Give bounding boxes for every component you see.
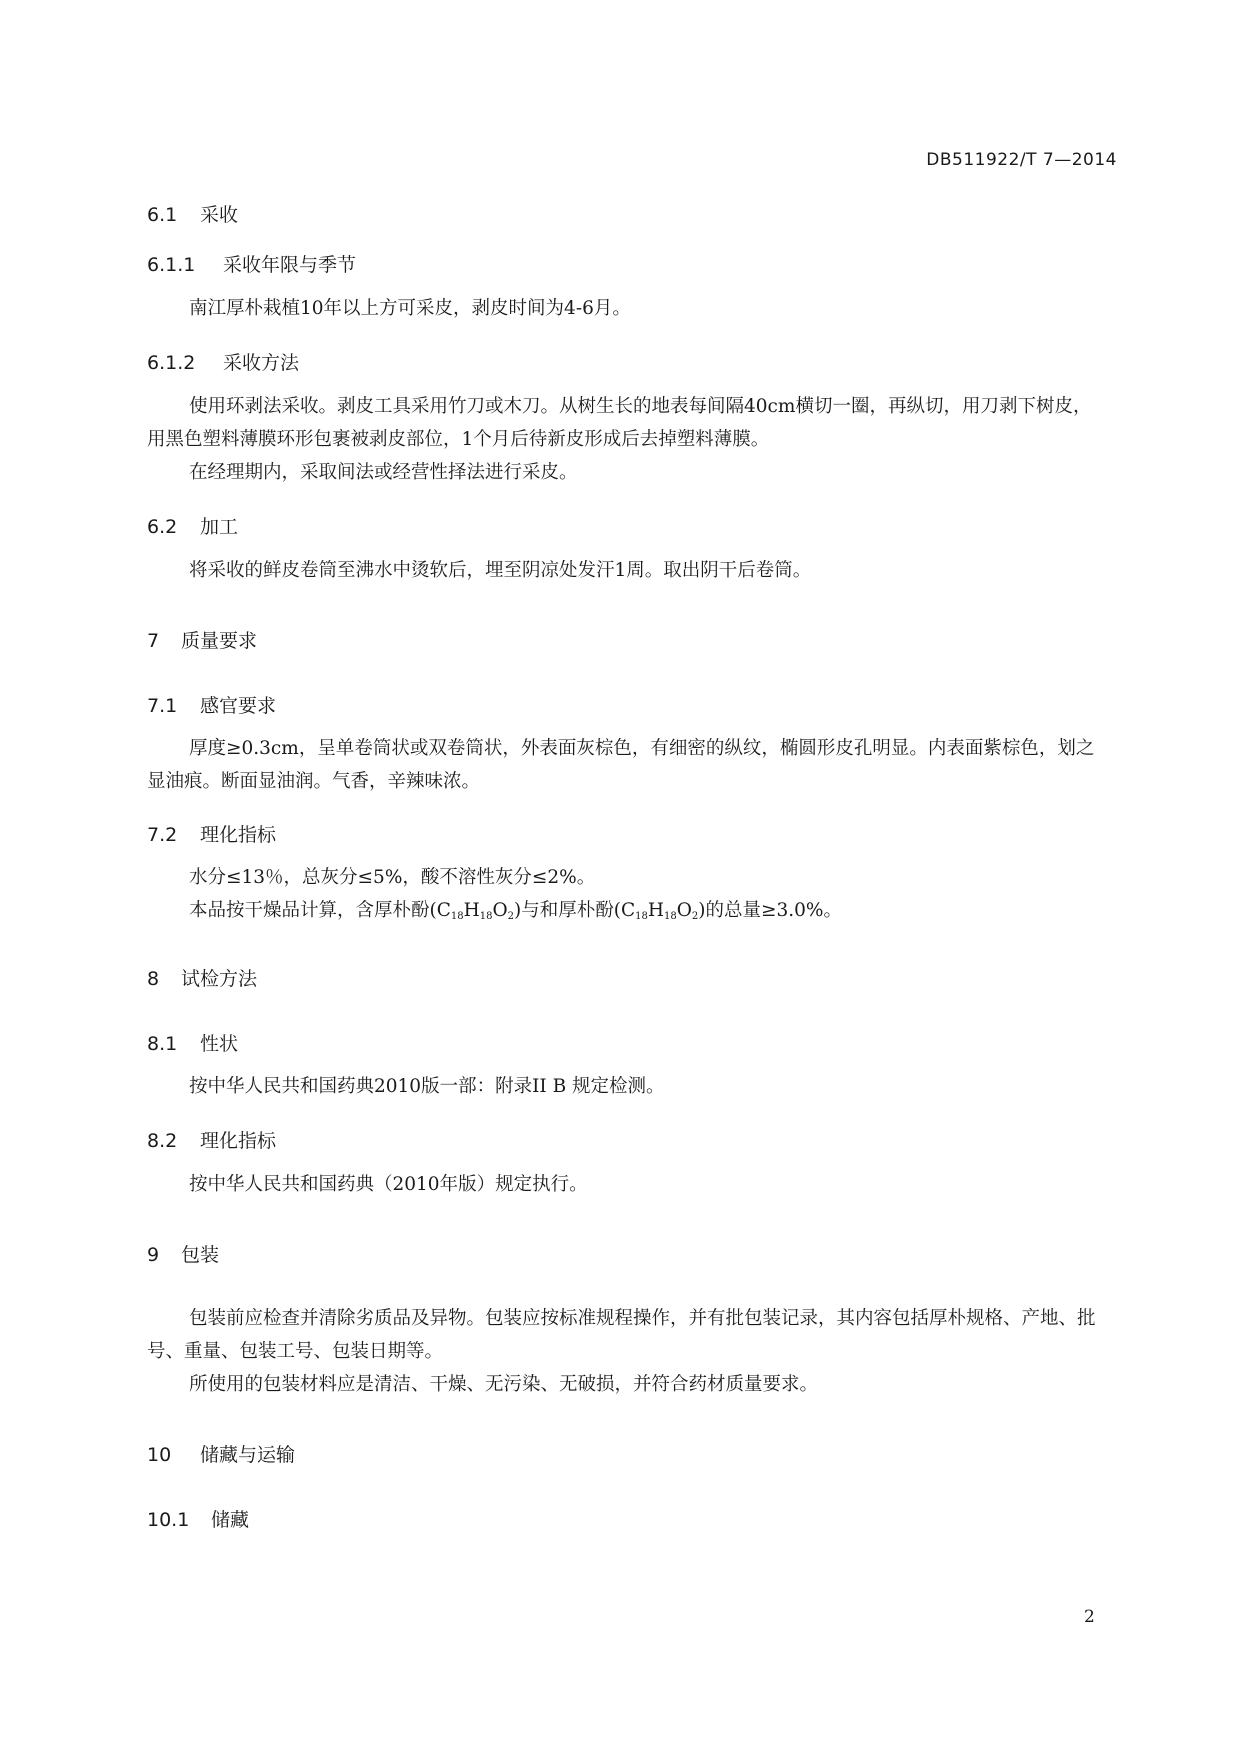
paragraph-6-1-2b: 在经理期内，采取间法或经营性择法进行采皮。 <box>189 462 578 483</box>
heading-title: 质量要求 <box>181 630 258 652</box>
heading-title: 性状 <box>200 1033 239 1055</box>
heading-number: 8.1 <box>147 1033 178 1055</box>
heading-7-1 <box>147 691 276 718</box>
paragraph-6-1-1: 南江厚朴栽植10年以上方可采皮，剥皮时间为4-6月。 <box>189 298 631 319</box>
paragraph-7-2b: 本品按干燥品计算，含厚朴酚$(C_{18}H_{18}O_2)$与和厚朴酚$(C_{18}H_{18}O_2)$的总量≥3.0%。 <box>189 900 842 922</box>
heading-8-2 <box>147 1126 276 1153</box>
heading-title: 采收方法 <box>223 352 300 374</box>
heading-10 <box>147 1440 295 1467</box>
heading-number: 10.1 <box>147 1509 190 1531</box>
heading-number: 10 <box>147 1444 172 1466</box>
heading-title: 包装 <box>181 1244 220 1266</box>
heading-number: 8 <box>147 968 160 990</box>
heading-9 <box>147 1240 219 1267</box>
heading-6-1-1 <box>147 250 356 277</box>
heading-7-2 <box>147 820 276 847</box>
heading-title: 储藏与运输 <box>200 1444 296 1466</box>
heading-6-1-2 <box>147 348 299 375</box>
heading-title: 采收年限与季节 <box>223 254 357 276</box>
heading-number: 6.1.2 <box>147 352 196 374</box>
heading-title: 加工 <box>200 516 239 538</box>
heading-number: 6.2 <box>147 516 178 538</box>
heading-number: 7.1 <box>147 695 178 717</box>
heading-number: 6.1.1 <box>147 254 196 276</box>
paragraph-7-1: 厚度≥0.3cm，呈单卷筒状或双卷筒状，外表面灰棕色，有细密的纵纹，椭圆形皮孔明显。内表面紫棕色，划之显油痕。断面显油润。气香，辛辣味浓。 <box>147 738 1095 792</box>
heading-title: 储藏 <box>211 1509 250 1531</box>
heading-number: 6.1 <box>147 204 178 226</box>
heading-number: 7 <box>147 630 160 652</box>
paragraph-9a: 包装前应检查并清除劣质品及异物。包装应按标准规程操作，并有批包装记录，其内容包括厚朴规格、产地、批号、重量、包装工号、包装日期等。 <box>147 1308 1096 1362</box>
standard-code: DB511922/T 7—2014 <box>926 150 1117 170</box>
heading-7 <box>147 626 257 653</box>
formula-honokiol: $C_{18}H_{18}O_2$ <box>620 900 699 922</box>
heading-8 <box>147 964 257 991</box>
heading-8-1 <box>147 1029 238 1056</box>
paragraph-7-2a: 水分≤13％，总灰分≤5%，酸不溶性灰分≤2%。 <box>189 867 596 888</box>
paragraph-8-2: 按中华人民共和国药典（2010年版）规定执行。 <box>189 1174 588 1195</box>
paragraph-6-2: 将采收的鲜皮卷筒至沸水中烫软后，埋至阴凉处发汗1周。取出阴干后卷筒。 <box>189 560 812 581</box>
formula-magnolol: $C_{18}H_{18}O_2$ <box>436 900 515 922</box>
heading-number: 9 <box>147 1244 160 1266</box>
heading-title: 感官要求 <box>200 695 277 717</box>
heading-number: 8.2 <box>147 1130 178 1152</box>
heading-title: 采收 <box>200 204 239 226</box>
heading-title: 理化指标 <box>200 1130 277 1152</box>
page-number: 2 <box>1084 1607 1095 1627</box>
heading-title: 试检方法 <box>181 968 258 990</box>
heading-10-1 <box>147 1505 249 1532</box>
paragraph-6-1-2a: 使用环剥法采收。剥皮工具采用竹刀或木刀。从树生长的地表每间隔40cm横切一圈，再纵切，用刀剥下树皮，用黑色塑料薄膜环形包裹被剥皮部位，1个月后待新皮形成后去掉塑料薄膜。 <box>147 396 1092 450</box>
heading-title: 理化指标 <box>200 824 277 846</box>
heading-number: 7.2 <box>147 824 178 846</box>
heading-6-1 <box>147 200 238 227</box>
heading-6-2 <box>147 512 238 539</box>
paragraph-8-1: 按中华人民共和国药典2010版一部：附录II B 规定检测。 <box>189 1076 665 1097</box>
paragraph-9b: 所使用的包装材料应是清洁、干燥、无污染、无破损，并符合药材质量要求。 <box>189 1374 819 1395</box>
